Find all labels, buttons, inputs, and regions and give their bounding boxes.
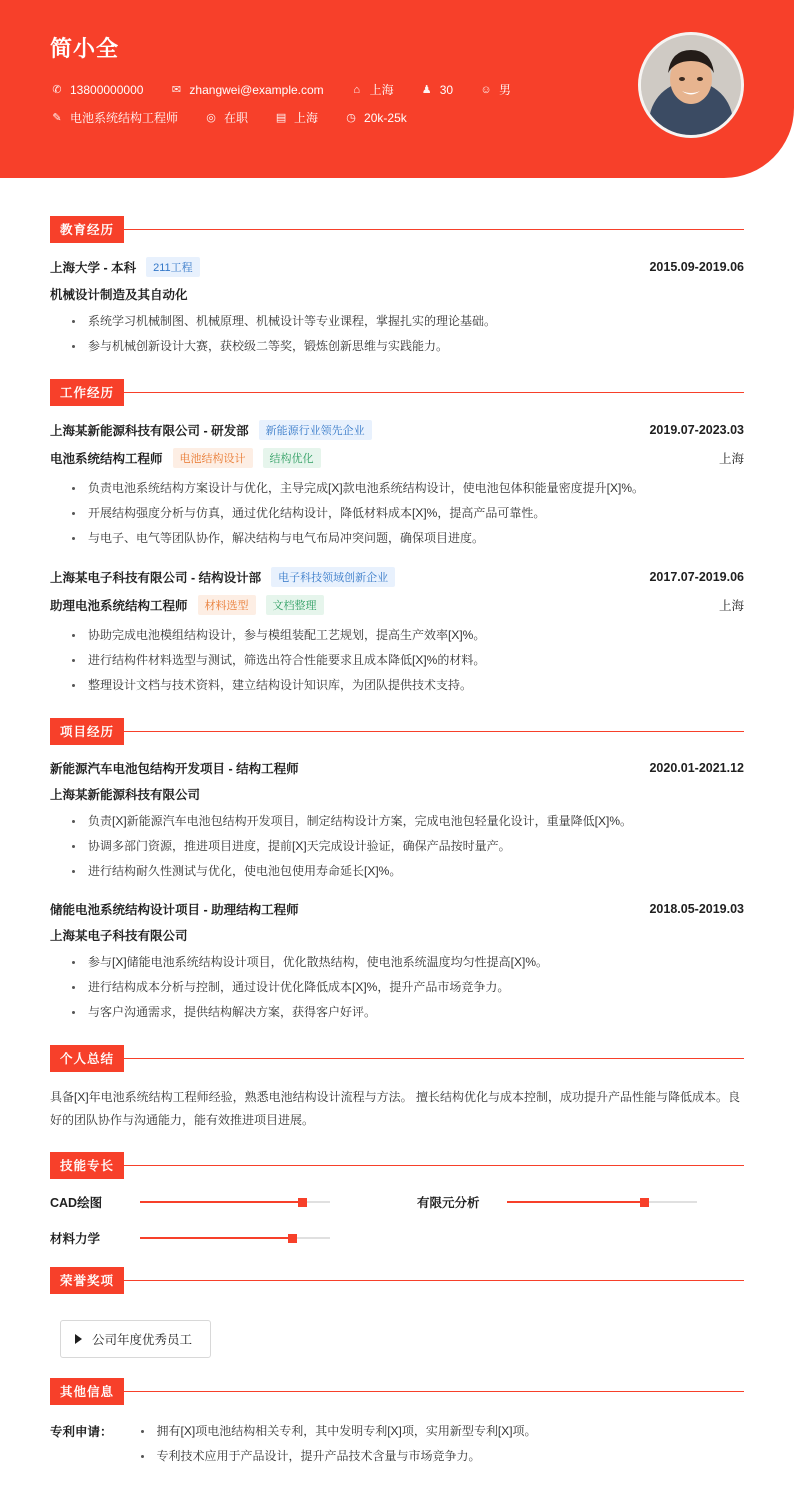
work-company: 上海某新能源科技有限公司 - 研发部 (50, 424, 249, 438)
skill-bar-knob (640, 1198, 649, 1207)
section-title-project: 项目经历 (50, 718, 124, 745)
salary-icon: ◷ (346, 111, 356, 124)
skill-label: 材料力学 (50, 1232, 101, 1246)
list-item: 负责[X]新能源汽车电池包结构开发项目，制定结构设计方案，完成电池包轻量化设计，重量降低[X]%。 (72, 809, 744, 834)
section-rule (124, 1391, 744, 1392)
work-entry (50, 420, 744, 551)
work-role: 助理电池系统结构工程师 (50, 599, 188, 613)
list-item: 参与[X]储能电池系统结构设计项目，优化散热结构，使电池系统温度均匀性提高[X]%。 (72, 950, 744, 975)
section-header-other (50, 1378, 744, 1405)
desired-position (50, 109, 178, 126)
desired-city-value: 上海 (294, 111, 319, 125)
header-text-block (50, 26, 537, 137)
work-date: 2019.07-2023.03 (649, 423, 744, 437)
job-status (204, 109, 248, 126)
skill-bar-fill (140, 1201, 302, 1203)
work-company-tag: 新能源行业领先企业 (259, 420, 372, 440)
resume-header (0, 0, 794, 178)
status-icon: ◎ (206, 111, 216, 124)
skill-bar-knob (288, 1234, 297, 1243)
work-date: 2017.07-2019.06 (649, 570, 744, 584)
section-rule (124, 731, 744, 732)
phone-icon: ✆ (52, 83, 62, 96)
skill-bar-fill (140, 1237, 292, 1239)
contact-email-value: zhangwei@example.com (189, 82, 324, 97)
work-role-tag: 文档整理 (266, 595, 324, 615)
list-item: 参与机械创新设计大赛，获校级二等奖，锻炼创新思维与实践能力。 (72, 334, 744, 359)
project-name: 储能电池系统结构设计项目 - 助理结构工程师 (50, 903, 299, 917)
contact-row-primary (50, 81, 537, 98)
section-title-summary: 个人总结 (50, 1045, 124, 1072)
other-bullets (113, 1419, 537, 1469)
job-status-value: 在职 (224, 111, 249, 125)
list-item: 进行结构耐久性测试与优化，使电池包使用寿命延长[X]%。 (72, 859, 744, 884)
project-entry (50, 759, 744, 884)
project-bullets (50, 950, 744, 1025)
work-role: 电池系统结构工程师 (50, 452, 163, 466)
play-triangle-icon (75, 1334, 82, 1344)
section-header-project (50, 718, 744, 745)
work-role-tag: 结构优化 (263, 448, 321, 468)
skill-bar (140, 1237, 330, 1239)
list-item: 负责电池系统结构方案设计与优化，主导完成[X]款电池系统结构设计，使电池包体积能量密度提升[X]%。 (72, 476, 744, 501)
contact-home (350, 81, 394, 98)
list-item: 专利技术应用于产品设计，提升产品技术含量与市场竞争力。 (141, 1444, 537, 1469)
section-header-work (50, 379, 744, 406)
list-item: 协助完成电池模组结构设计，参与模组装配工艺规划，提高生产效率[X]%。 (72, 623, 744, 648)
section-summary (50, 1045, 744, 1132)
section-rule (124, 392, 744, 393)
contact-home-value: 上海 (369, 83, 394, 97)
skill-item (50, 1193, 377, 1211)
education-entry (50, 257, 744, 359)
resume-content (0, 178, 794, 1503)
expected-salary-value: 20k-25k (364, 110, 407, 125)
other-label: 专利申请： (50, 1425, 113, 1439)
skills-grid (50, 1193, 744, 1247)
work-bullets (50, 623, 744, 698)
skill-label: CAD绘图 (50, 1196, 103, 1210)
avatar (638, 32, 744, 138)
section-title-skills: 技能专长 (50, 1152, 124, 1179)
skill-bar-knob (298, 1198, 307, 1207)
list-item: 开展结构强度分析与仿真，通过优化结构设计，降低材料成本[X]%，提高产品可靠性。 (72, 501, 744, 526)
work-bullets (50, 476, 744, 551)
work-entry (50, 567, 744, 698)
project-bullets (50, 809, 744, 884)
desired-city (274, 109, 318, 126)
project-company: 上海某新能源科技有限公司 (50, 788, 201, 802)
desired-position-value: 电池系统结构工程师 (70, 111, 179, 125)
skill-item (417, 1193, 744, 1211)
expected-salary (344, 111, 407, 125)
email-icon: ✉ (171, 83, 182, 96)
age-icon: ♟ (421, 83, 432, 96)
section-header-skills (50, 1152, 744, 1179)
contact-email (169, 83, 323, 97)
section-title-work: 工作经历 (50, 379, 124, 406)
contact-phone (50, 83, 143, 97)
project-company: 上海某电子科技有限公司 (50, 929, 188, 943)
skill-bar-fill (507, 1201, 644, 1203)
education-bullets (50, 309, 744, 359)
project-date: 2018.05-2019.03 (649, 902, 744, 916)
list-item: 整理设计文档与技术资料，建立结构设计知识库，为团队提供技术支持。 (72, 673, 744, 698)
skill-item (50, 1229, 377, 1247)
section-title-honors: 荣誉奖项 (50, 1267, 124, 1294)
contact-row-secondary (50, 109, 537, 126)
section-title-other: 其他信息 (50, 1378, 124, 1405)
contact-age-value: 30 (439, 82, 454, 97)
section-rule (124, 229, 744, 230)
skill-bar (140, 1201, 330, 1203)
work-role-tag: 电池结构设计 (173, 448, 253, 468)
work-location: 上海 (718, 599, 744, 613)
section-project (50, 718, 744, 1025)
education-school: 上海大学 - 本科 (50, 261, 137, 275)
candidate-name: 简小全 (50, 36, 120, 61)
education-date: 2015.09-2019.06 (649, 260, 744, 274)
section-header-honors (50, 1267, 744, 1294)
city-icon: ▤ (275, 111, 287, 124)
contact-gender (479, 81, 511, 98)
honor-label: 公司年度优秀员工 (92, 1333, 193, 1347)
honor-item[interactable] (60, 1320, 211, 1358)
summary-text: 具备[X]年电池系统结构工程师经验，熟悉电池结构设计流程与方法。 擅长结构优化与成本控制，成功提升产品性能与降低成本。良好的团队协作与沟通能力，能有效推进项目进展。 (50, 1090, 741, 1127)
list-item: 协调多部门资源，推进项目进度，提前[X]天完成设计验证，确保产品按时量产。 (72, 834, 744, 859)
education-major: 机械设计制造及其自动化 (50, 288, 188, 302)
contact-age (420, 83, 453, 97)
section-education (50, 216, 744, 359)
other-info-row (50, 1419, 744, 1469)
home-icon: ⌂ (353, 83, 360, 96)
section-header-education (50, 216, 744, 243)
project-entry (50, 900, 744, 1025)
contact-phone-value: 13800000000 (70, 82, 144, 97)
list-item: 进行结构件材料选型与测试，筛选出符合性能要求且成本降低[X]%的材料。 (72, 648, 744, 673)
education-tag: 211工程 (146, 257, 200, 277)
work-company-tag: 电子科技领域创新企业 (271, 567, 395, 587)
section-work (50, 379, 744, 698)
list-item: 系统学习机械制图、机械原理、机械设计等专业课程，掌握扎实的理论基础。 (72, 309, 744, 334)
section-title-education: 教育经历 (50, 216, 124, 243)
project-date: 2020.01-2021.12 (649, 761, 744, 775)
list-item: 拥有[X]项电池结构相关专利，其中发明专利[X]项，实用新型专利[X]项。 (141, 1419, 537, 1444)
list-item: 进行结构成本分析与控制，通过设计优化降低成本[X]%，提升产品市场竞争力。 (72, 975, 744, 1000)
work-company: 上海某电子科技有限公司 - 结构设计部 (50, 571, 262, 585)
contact-gender-value: 男 (499, 83, 512, 97)
project-name: 新能源汽车电池包结构开发项目 - 结构工程师 (50, 762, 299, 776)
position-icon: ✎ (52, 111, 62, 124)
list-item: 与客户沟通需求，提供结构解决方案，获得客户好评。 (72, 1000, 744, 1025)
section-rule (124, 1280, 744, 1281)
skill-bar (507, 1201, 697, 1203)
section-header-summary (50, 1045, 744, 1072)
section-rule (124, 1165, 744, 1166)
gender-icon: ☺ (480, 83, 492, 96)
section-skills (50, 1152, 744, 1247)
section-rule (124, 1058, 744, 1059)
avatar-photo (641, 35, 741, 135)
list-item: 与电子、电气等团队协作，解决结构与电气布局冲突问题，确保项目进度。 (72, 526, 744, 551)
work-location: 上海 (718, 452, 744, 466)
section-other (50, 1378, 744, 1469)
skill-label: 有限元分析 (417, 1196, 480, 1210)
section-honors (50, 1267, 744, 1358)
work-role-tag: 材料选型 (198, 595, 256, 615)
